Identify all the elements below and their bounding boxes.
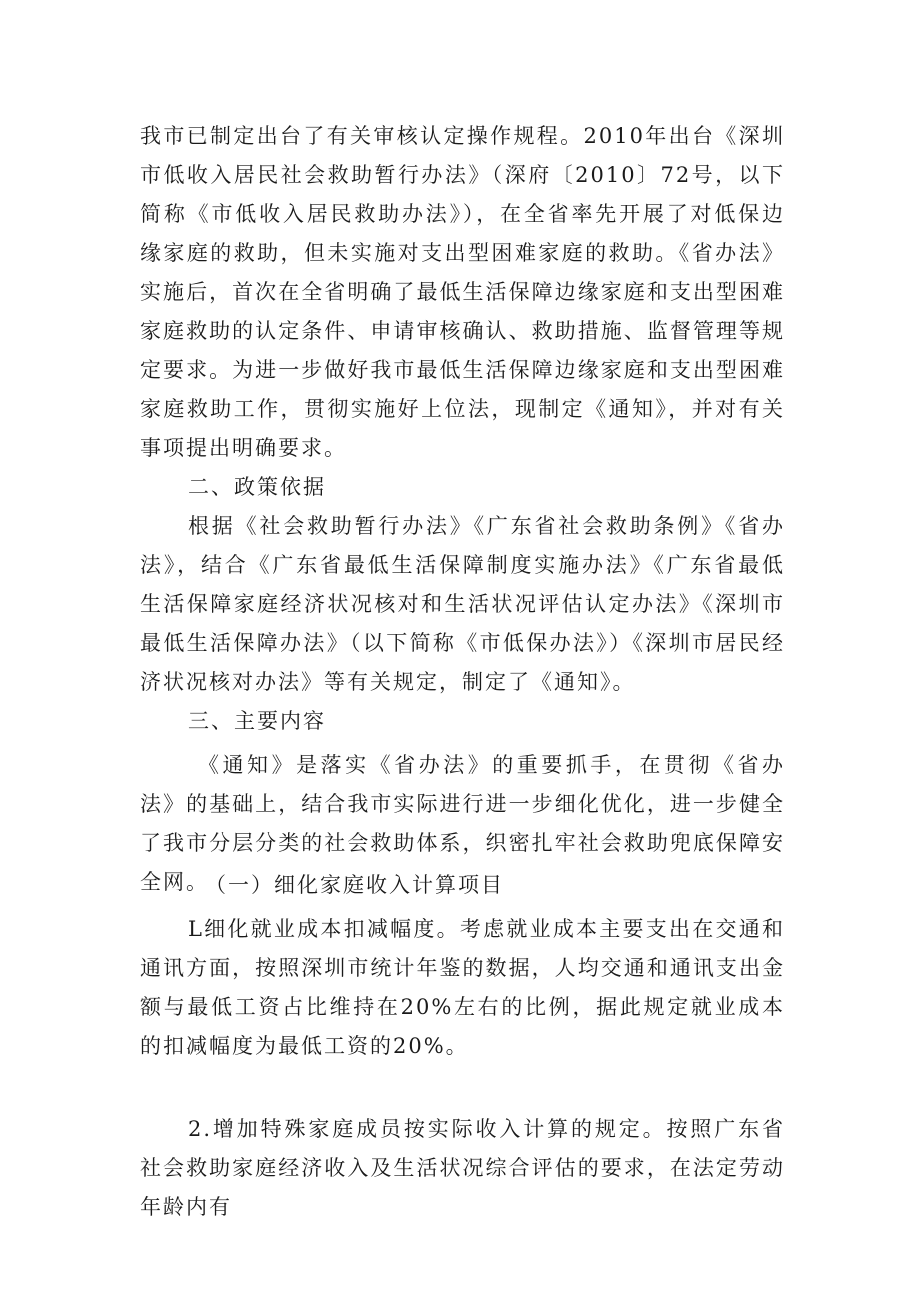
section-heading-main-content: 三、主要内容 (188, 709, 326, 733)
paragraph-background: 我市已制定出台了有关审核认定操作规程。2010年出台《深圳市低收入居民社会救助暂行办法》（深府〔2010〕72号，以下简称《市低收入居民救助办法》），在全省率先开展了对低保边缘家庭的救助，但未实施对支出型困难家庭的救助。《省办法》实施后，首次在全省明确了最低生活保障边缘家庭和支出型困难家庭救助的认定条件、申请审核确认、救助措施、监督管理等规定要求。为进一步做好我市最低生活保障边缘家庭和支出型困难家庭救助工作，贯彻实施好上位法，现制定《通知》，并对有关事项提出明确要求。 (140, 124, 785, 460)
paragraph-main-content: 《通知》是落实《省办法》的重要抓手，在贯彻《省办法》的基础上，结合我市实际进行进一步细化优化，进一步健全了我市分层分类的社会救助体系，织密扎牢社会救助兜底保障安全网。 (140, 753, 785, 894)
subsection-heading-income-items: （一）细化家庭收入计算项目 (205, 873, 504, 897)
paragraph-policy-basis: 根据《社会救助暂行办法》《广东省社会救助条例》《省办法》，结合《广东省最低生活保障制度实施办法》《广东省最低生活保障家庭经济状况核对和生活状况评估认定办法》《深圳市最低生活保障办法》（以下简称《市低保办法》）《深圳市居民经济状况核对办法》等有关规定，制定了《通知》。 (140, 514, 785, 694)
section-heading-policy-basis: 二、政策依据 (188, 475, 326, 499)
list-item-employment-cost: L细化就业成本扣减幅度。考虑就业成本主要支出在交通和通讯方面，按照深圳市统计年鉴的数据，人均交通和通讯支出金额与最低工资占比维持在20%左右的比例，据此规定就业成本的扣减幅度为最低工资的20%。 (140, 917, 785, 1058)
list-item-special-members: 2.增加特殊家庭成员按实际收入计算的规定。按照广东省社会救助家庭经济收入及生活状况综合评估的要求，在法定劳动年龄内有 (140, 1117, 785, 1219)
